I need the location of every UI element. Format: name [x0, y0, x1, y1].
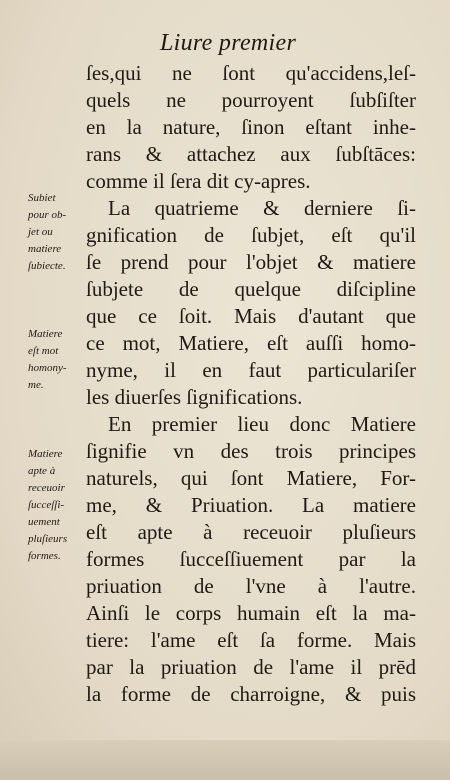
- margin-note-line: pluſieurs: [28, 533, 68, 545]
- margin-note-line: ſubiecte.: [28, 260, 66, 272]
- text-line: rans & attachez aux ſubſtāces:: [86, 142, 416, 166]
- text-line: La quatrieme & derniere ſi-: [108, 196, 416, 220]
- margin-note-line: homony-: [28, 362, 67, 374]
- margin-note-line: Matiere: [28, 448, 63, 460]
- text-line: gnification de ſubjet, eſt qu'il: [86, 223, 416, 247]
- text-line: Ainſi le corps humain eſt la ma-: [86, 601, 416, 625]
- margin-note-line: ſucceſſi-: [28, 499, 65, 511]
- text-line: priuation de l'vne à l'autre.: [86, 574, 416, 598]
- margin-note-line: receuoir: [28, 482, 65, 494]
- margin-note-line: jet ou: [28, 226, 53, 238]
- text-line: ſe prend pour l'objet & matiere: [86, 250, 416, 274]
- margin-note: [28, 190, 88, 275]
- text-line: eſt apte à receuoir pluſieurs: [86, 520, 416, 544]
- margin-note-line: eſt mot: [28, 345, 59, 357]
- margin-note-line: pour ob-: [28, 209, 67, 221]
- text-line: ſes,qui ne ſont qu'accidens,leſ-: [86, 61, 416, 85]
- text-line: que ce ſoit. Mais d'autant que: [86, 304, 416, 328]
- text-line: formes ſucceſſiuement par la: [86, 547, 416, 571]
- margin-note-line: Matiere: [28, 328, 63, 340]
- body-text: [86, 60, 416, 708]
- margin-note-line: formes.: [28, 550, 61, 562]
- text-line: tiere: l'ame eſt ſa forme. Mais: [86, 628, 416, 652]
- margin-note-line: uement: [28, 516, 60, 528]
- text-line: les diuerſes ſignifications.: [86, 385, 303, 409]
- margin-note-line: apte à: [28, 465, 56, 477]
- margin-note: [28, 326, 88, 394]
- text-line: ſignifie vn des trois principes: [86, 439, 416, 463]
- text-line: me, & Priuation. La matiere: [86, 493, 416, 517]
- text-line: comme il ſera dit cy-apres.: [86, 169, 311, 193]
- page-bottom-margin: [0, 740, 450, 780]
- running-title: Liure premier: [160, 30, 297, 56]
- text-line: la forme de charroigne, & puis: [86, 682, 416, 706]
- margin-note-line: Subiet: [28, 192, 56, 204]
- text-line: ſubjete de quelque diſcipline: [86, 277, 416, 301]
- text-line: ce mot, Matiere, eſt auſſi homo-: [86, 331, 416, 355]
- text-line: quels ne pourroyent ſubſiſter: [86, 88, 416, 112]
- margin-note: [28, 446, 88, 565]
- margin-note-line: matiere: [28, 243, 62, 255]
- text-line: En premier lieu donc Matiere: [108, 412, 416, 436]
- text-line: nyme, il en faut particulariſer: [86, 358, 416, 382]
- text-line: naturels, qui ſont Matiere, For-: [86, 466, 416, 490]
- text-line: en la nature, ſinon eſtant inhe-: [86, 115, 416, 139]
- margin-note-line: me.: [28, 379, 44, 391]
- text-line: par la priuation de l'ame il prēd: [86, 655, 416, 679]
